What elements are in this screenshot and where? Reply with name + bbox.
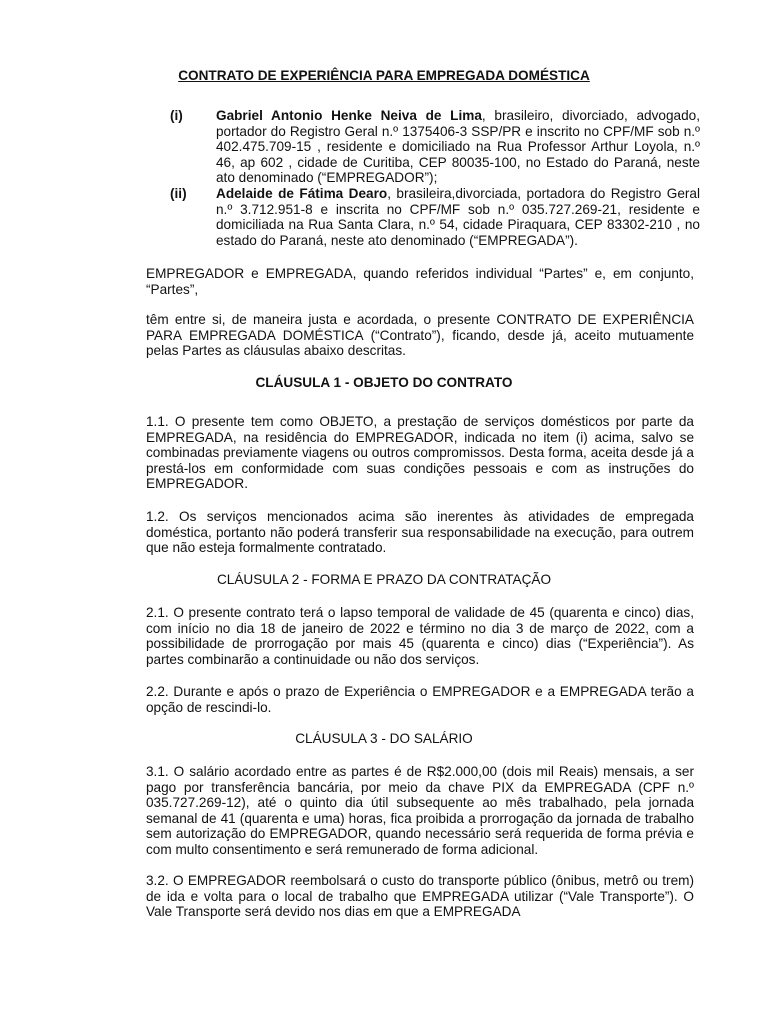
clause-3-2: 3.2. O EMPREGADOR reembolsará o custo do transporte público (ônibus, metrô ou trem) de ida e volta para o local de trabalho que EMPREGADA utilizar (“Vale Transporte”). O Vale Transporte será devido nos dias em que a EMPREGADA: [146, 873, 694, 920]
party-employer: [170, 108, 700, 186]
party-name: Gabriel Antonio Henke Neiva de Lima: [216, 108, 482, 123]
party-name: Adelaide de Fátima Dearo: [216, 186, 388, 201]
party-text: [216, 186, 700, 248]
party-tag: (ii): [170, 186, 187, 201]
party-employee: [170, 186, 700, 248]
clause-2-2: 2.2. Durante e após o prazo de Experiência o EMPREGADOR e a EMPREGADA terão a opção de rescindi-lo.: [146, 684, 694, 715]
clause-2-heading: CLÁUSULA 2 - FORMA E PRAZO DA CONTRATAÇÃO: [216, 572, 552, 587]
party-details: , brasileiro, divorciado, advogado, portador do Registro Geral n.º 1375406-3 SSP/PR e inscrito no CPF/MF sob n.º 402.475.709-15 , residente e domiciliado na Rua Professor Arthur Loyola, n.º 46, ap 602 , cidade de Curitiba, CEP 80035-100, no Estado do Paraná, neste ato denominado (“EMPREGADOR”);: [216, 108, 700, 186]
party-text: [216, 108, 700, 186]
contract-title: CONTRATO DE EXPERIÊNCIA PARA EMPREGADA DOMÉSTICA: [178, 68, 590, 83]
clause-1-1: 1.1. O presente tem como OBJETO, a prestação de serviços domésticos por parte da EMPREGADA, na residência do EMPREGADOR, indicada no item (i) acima, salvo se combinadas previamente viagens ou outros compromissos. Desta forma, aceita desde já a prestá-los em conformidade com suas condições pessoais e com as instruções do EMPREGADOR.: [146, 414, 694, 492]
intro-paragraph-1: EMPREGADOR e EMPREGADA, quando referidos individual “Partes” e, em conjunto, “Partes”,: [146, 266, 694, 297]
clause-2-1: 2.1. O presente contrato terá o lapso temporal de validade de 45 (quarenta e cinco) dias, com início no dia 18 de janeiro de 2022 e término no dia 3 de março de 2022, com a possibilidade de prorrogação por mais 45 (quarenta e cinco) dias (“Experiência”). As partes combinarão a continuidade ou não dos serviços.: [146, 605, 694, 667]
party-details: , brasileira,divorciada, portadora do Registro Geral n.º 3.712.951-8 e inscrita no CPF/MF sob n.º 035.727.269-21, residente e domiciliada na Rua Santa Clara, n.º 54, cidade Piraquara, CEP 83302-210 , no estado do Paraná, neste ato denominado (“EMPREGADA”).: [216, 186, 700, 248]
clause-3-1: 3.1. O salário acordado entre as partes é de R$2.000,00 (dois mil Reais) mensais, a ser pago por transferência bancária, por meio da chave PIX da EMPREGADA (CPF n.º 035.727.269-12), até o quinto dia útil subsequente ao mês trabalhado, pela jornada semanal de 41 (quarenta e uma) horas, fica proibida a prorrogação da jornada de trabalho sem autorização do EMPREGADOR, quando necessário será requerida de forma prévia e com multo consentimento e será remunerado de forma adicional.: [146, 764, 694, 857]
clause-1-heading: CLÁUSULA 1 - OBJETO DO CONTRATO: [255, 375, 513, 390]
party-tag: (i): [170, 108, 183, 123]
clause-1-2: 1.2. Os serviços mencionados acima são inerentes às atividades de empregada doméstica, portanto não poderá transferir sua responsabilidade na execução, para outrem que não esteja formalmente contratado.: [146, 509, 694, 556]
clause-3-heading: CLÁUSULA 3 - DO SALÁRIO: [295, 731, 473, 746]
intro-paragraph-2: têm entre si, de maneira justa e acordada, o presente CONTRATO DE EXPERIÊNCIA PARA EMPREGADA DOMÉSTICA (“Contrato”), ficando, desde já, aceito mutuamente pelas Partes as cláusulas abaixo descritas.: [146, 312, 694, 359]
